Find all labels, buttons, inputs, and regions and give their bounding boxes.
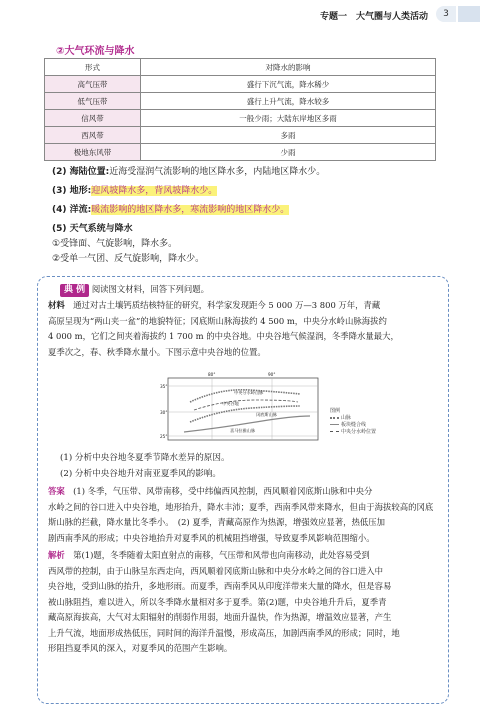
circulation-table — [44, 58, 436, 161]
section-title: ②大气环流与降水 — [56, 46, 135, 57]
analysis-line: 藏高原海拔高，大气对太阳辐射的削弱作用弱，地面升温快，作为热源，增温效应显著，产生 — [48, 612, 392, 622]
analysis-line: 第(1)题，冬季随着太阳直射点的南移，气压带和风带也向南移动，此处容易受到 — [64, 550, 370, 560]
material-line: 通过对古土壤钙质结核特征的研究，科学家发现距今 5 000 万—3 800 万年，青藏 — [64, 300, 381, 310]
point-5a: ①受锋面、气旋影响，降水多。 — [52, 239, 178, 249]
legend-label: 中央分水岭位置 — [341, 429, 377, 435]
answer-label: 答案 — [48, 486, 65, 496]
table-cell: 极地东风带 — [45, 144, 141, 161]
point-2 — [52, 166, 325, 179]
point-5 — [52, 223, 133, 236]
table-cell: 高气压带 — [45, 76, 141, 93]
material-line: 高原呈现为“两山夹一盆”的地貌特征；冈底斯山脉海拔约 4 500 m，中央分水岭山脉海拔约 — [48, 315, 387, 326]
table-cell: 盛行下沉气流，降水稀少 — [141, 76, 436, 93]
answer-line: 斯山脉的拦截，降水量比冬季小。 (2) 夏季，青藏高原作为热源，增强效应显著，热低压加 — [48, 517, 385, 527]
material-paragraph — [48, 298, 443, 360]
point-5-label: (5) 天气系统与降水 — [52, 224, 133, 234]
legend-label: 板块缝合线 — [341, 422, 367, 428]
table-cell: 信风带 — [45, 110, 141, 127]
lat-label: 25° — [160, 434, 168, 439]
analysis-line: 央谷地，受到山脉的抬升，多地形雨。而夏季，西南季风从印度洋带来大量的降水，但是容易 — [48, 581, 392, 591]
point-3-label: (3) 地形: — [52, 186, 92, 196]
analysis-line: 西风带的控制，由于山脉呈东西走向，西风顺着冈底斯山脉和中央分水岭之间的谷口进入中 — [48, 565, 383, 576]
point-3-text: 迎风坡降水多，背风坡降水少。 — [91, 186, 218, 196]
legend-title: 图例 — [330, 408, 341, 414]
table-row — [45, 144, 436, 161]
map-legend — [330, 408, 376, 436]
map-label: 中央谷地 — [222, 401, 239, 406]
header-tab — [458, 6, 480, 22]
point-5b: ②受单一气团、反气旋影响，降水少。 — [52, 254, 205, 264]
table-header: 形式 — [45, 59, 141, 76]
material-line: 4 000 m，它们之间夹着海拔约 1 700 m 的中央谷地。中央谷地气候湿润，冬季降水量最大， — [48, 331, 399, 341]
answer-line: (1) 冬季，气压带、风带南移，受中纬偏西风控制，西风顺着冈底斯山脉和中央分 — [64, 486, 373, 496]
legend-item — [330, 415, 376, 422]
example-tag: 典 例 — [60, 284, 89, 297]
table-cell: 多雨 — [141, 127, 436, 144]
suture-symbol — [330, 424, 339, 427]
table-row — [45, 76, 436, 93]
analysis-line: 被山脉阻挡，难以进入，所以冬季降水量相对多于夏季。第(2)题，中央谷地升升后，夏季青 — [48, 596, 387, 607]
lon-label: 90° — [268, 372, 276, 377]
table-cell: 盛行上升气流，降水较多 — [141, 93, 436, 110]
point-2-label: (2) 海陆位置: — [52, 167, 110, 177]
page-number: 3 — [436, 6, 456, 22]
point-4 — [52, 204, 289, 217]
answer-paragraph — [48, 484, 443, 546]
lat-label: 35° — [160, 384, 168, 389]
point-3 — [52, 185, 217, 198]
lon-label: 80° — [208, 372, 216, 377]
lat-label: 30° — [160, 410, 168, 415]
table-cell: 西风带 — [45, 127, 141, 144]
example-intro — [60, 282, 440, 298]
divide-symbol — [330, 431, 339, 434]
table-row — [45, 93, 436, 110]
answer-line: 水岭之间的谷口进入中央谷地，地形抬升，降水丰沛；夏季，西南季风带来降水，但由于海拔较高的冈底 — [48, 501, 434, 512]
analysis-line: 形阻挡夏季风的深入，对夏季风的范围产生影响。 — [48, 643, 233, 653]
table-row — [45, 127, 436, 144]
legend-label: 山脉 — [341, 415, 352, 421]
table-row — [45, 110, 436, 127]
map-label: 冈底斯山脉 — [256, 412, 277, 417]
analysis-label: 解析 — [48, 550, 65, 560]
central-valley-map — [160, 372, 324, 444]
point-4-text: 暖流影响的地区降水多，寒流影响的地区降水少。 — [91, 205, 290, 215]
material-line: 夏季次之，春、秋季降水量小。下图示意中央谷地的位置。 — [48, 346, 266, 357]
map-label: 喜马拉雅山脉 — [230, 428, 256, 433]
map-label: 中央分水岭山脉 — [234, 390, 264, 395]
legend-item — [330, 422, 376, 429]
page-header — [0, 6, 480, 26]
table-cell: 低气压带 — [45, 93, 141, 110]
legend-item — [330, 429, 376, 436]
table-cell: 少雨 — [141, 144, 436, 161]
analysis-line: 上升气流，地面形成热低压，同时间的海洋升温慢，形成高压，加剧西南季风的形成；同时，地 — [48, 627, 400, 638]
answer-line: 剧西南季风的形成；中央谷地抬升对夏季风的机械阻挡增强，导致夏季风影响范围缩小。 — [48, 532, 375, 543]
point-4-label: (4) 洋流: — [52, 205, 92, 215]
example-intro-text: 阅读图文材料，回答下列问题。 — [91, 284, 210, 294]
point-2-text: 近海受湿润气流影响的地区降水多，内陆地区降水少。 — [109, 167, 326, 177]
analysis-paragraph — [48, 548, 443, 657]
mountain-symbol — [330, 417, 339, 420]
question-2: (2) 分析中央谷地升对南亚夏季风的影响。 — [60, 469, 221, 479]
table-cell: 一般少雨；大陆东岸地区多雨 — [141, 110, 436, 127]
question-1: (1) 分析中央谷地冬夏季节降水差异的原因。 — [60, 453, 230, 463]
material-label: 材料 — [48, 300, 65, 310]
table-header: 对降水的影响 — [141, 59, 436, 76]
chapter-title: 专题一 大气圈与人类活动 — [319, 12, 428, 22]
